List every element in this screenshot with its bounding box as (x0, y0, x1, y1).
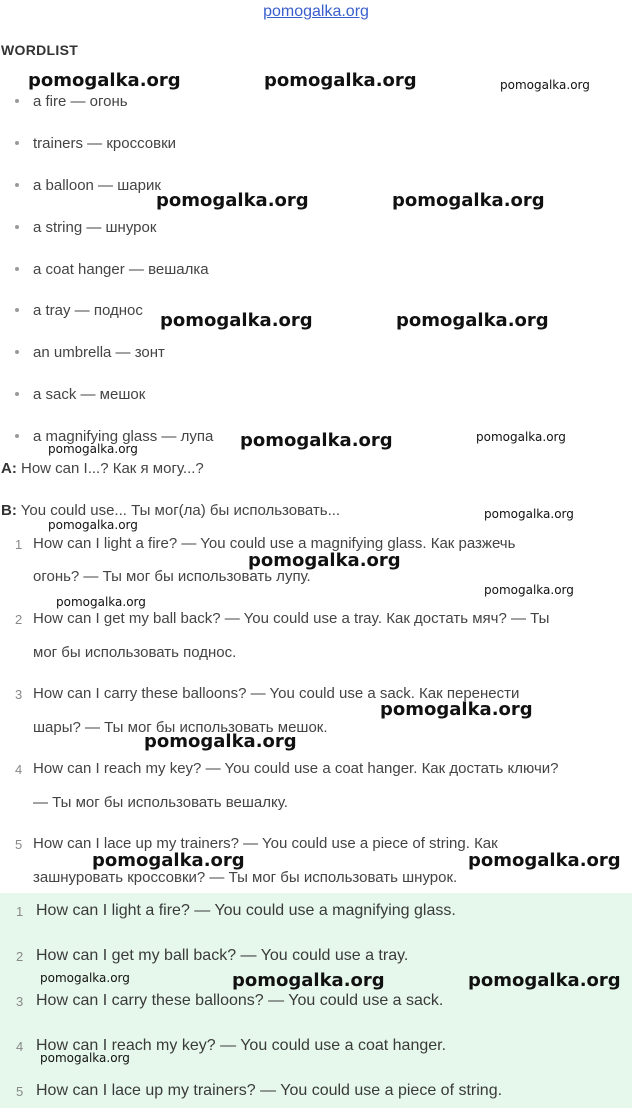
item-number: 2 (15, 612, 23, 627)
answer-line: How can I light a fire? — You could use a magnifying glass. (36, 902, 456, 919)
wordlist-item: a tray — поднос (15, 302, 143, 319)
bullet-icon (15, 350, 19, 354)
translation-line: зашнуровать кроссовки? — Ты мог бы использовать шнурок. (33, 869, 458, 886)
watermark: pomogalka.org (40, 1051, 130, 1065)
answer-line: How can I carry these balloons? — You could use a sack. (36, 992, 444, 1009)
bullet-icon (15, 267, 19, 271)
bullet-icon (15, 434, 19, 438)
translation-line: How can I light a fire? — You could use a magnifying glass. Как разжечь (33, 535, 516, 552)
watermark: pomogalka.org (144, 731, 297, 752)
bullet-icon (15, 99, 19, 103)
translation-line: мог бы использовать поднос. (33, 644, 237, 661)
phrase-a: A: How can I...? Как я могу...? (1, 460, 204, 477)
item-number: 3 (15, 687, 23, 702)
wordlist-item: an umbrella — зонт (15, 344, 165, 361)
translation-line: шары? — Ты мог бы использовать мешок. (33, 719, 328, 736)
watermark: pomogalka.org (248, 550, 401, 571)
bullet-icon (15, 308, 19, 312)
watermark: pomogalka.org (392, 190, 545, 211)
wordlist-item: a fire — огонь (15, 93, 128, 110)
watermark: pomogalka.org (500, 78, 590, 92)
watermark: pomogalka.org (92, 850, 245, 871)
watermark: pomogalka.org (396, 310, 549, 331)
watermark: pomogalka.org (240, 430, 393, 451)
bullet-icon (15, 392, 19, 396)
answer-number: 3 (16, 994, 24, 1009)
answer-line: How can I lace up my trainers? — You could use a piece of string. (36, 1082, 503, 1099)
watermark: pomogalka.org (48, 518, 138, 532)
wordlist-item: a balloon — шарик (15, 177, 161, 194)
translation-line: How can I get my ball back? — You could use a tray. Как достать мяч? — Ты (33, 610, 550, 627)
watermark: pomogalka.org (468, 850, 621, 871)
watermark: pomogalka.org (232, 970, 385, 991)
watermark: pomogalka.org (380, 699, 533, 720)
translation-line: огонь? — Ты мог бы использовать лупу. (33, 568, 311, 585)
bullet-icon (15, 141, 19, 145)
watermark: pomogalka.org (156, 190, 309, 211)
wordlist-item: a string — шнурок (15, 219, 156, 236)
watermark: pomogalka.org (484, 583, 574, 597)
answer-number: 2 (16, 949, 24, 964)
answer-number: 5 (16, 1084, 24, 1099)
bullet-icon (15, 225, 19, 229)
answer-line: How can I get my ball back? — You could use a tray. (36, 947, 409, 964)
answer-number: 4 (16, 1039, 24, 1054)
watermark: pomogalka.org (468, 970, 621, 991)
watermark: pomogalka.org (28, 70, 181, 91)
item-number: 4 (15, 762, 23, 777)
watermark: pomogalka.org (40, 971, 130, 985)
translation-line: How can I reach my key? — You could use a coat hanger. Как достать ключи? (33, 760, 559, 777)
item-number: 5 (15, 837, 23, 852)
watermark: pomogalka.org (484, 507, 574, 521)
answer-panel (0, 893, 632, 1108)
translation-line: — Ты мог бы использовать вешалку. (33, 794, 288, 811)
translation-line: How can I carry these balloons? — You could use a sack. Как перенести (33, 685, 520, 702)
wordlist-item: a magnifying glass — лупа (15, 428, 213, 445)
watermark: pomogalka.org (48, 442, 138, 456)
wordlist-item: a coat hanger — вешалка (15, 261, 209, 278)
bullet-icon (15, 183, 19, 187)
watermark: pomogalka.org (56, 595, 146, 609)
wordlist-heading: WORDLIST (1, 42, 79, 58)
answer-number: 1 (16, 904, 24, 919)
item-number: 1 (15, 537, 23, 552)
wordlist-item: a sack — мешок (15, 386, 145, 403)
watermark: pomogalka.org (160, 310, 313, 331)
wordlist-item: trainers — кроссовки (15, 135, 176, 152)
site-link[interactable]: pomogalka.org (263, 3, 369, 20)
watermark: pomogalka.org (264, 70, 417, 91)
watermark: pomogalka.org (476, 430, 566, 444)
answer-line: How can I reach my key? — You could use a coat hanger. (36, 1037, 447, 1054)
translation-line: How can I lace up my trainers? — You could use a piece of string. Как (33, 835, 498, 852)
phrase-b: B: You could use... Ты мог(ла) бы использовать... (1, 502, 341, 519)
